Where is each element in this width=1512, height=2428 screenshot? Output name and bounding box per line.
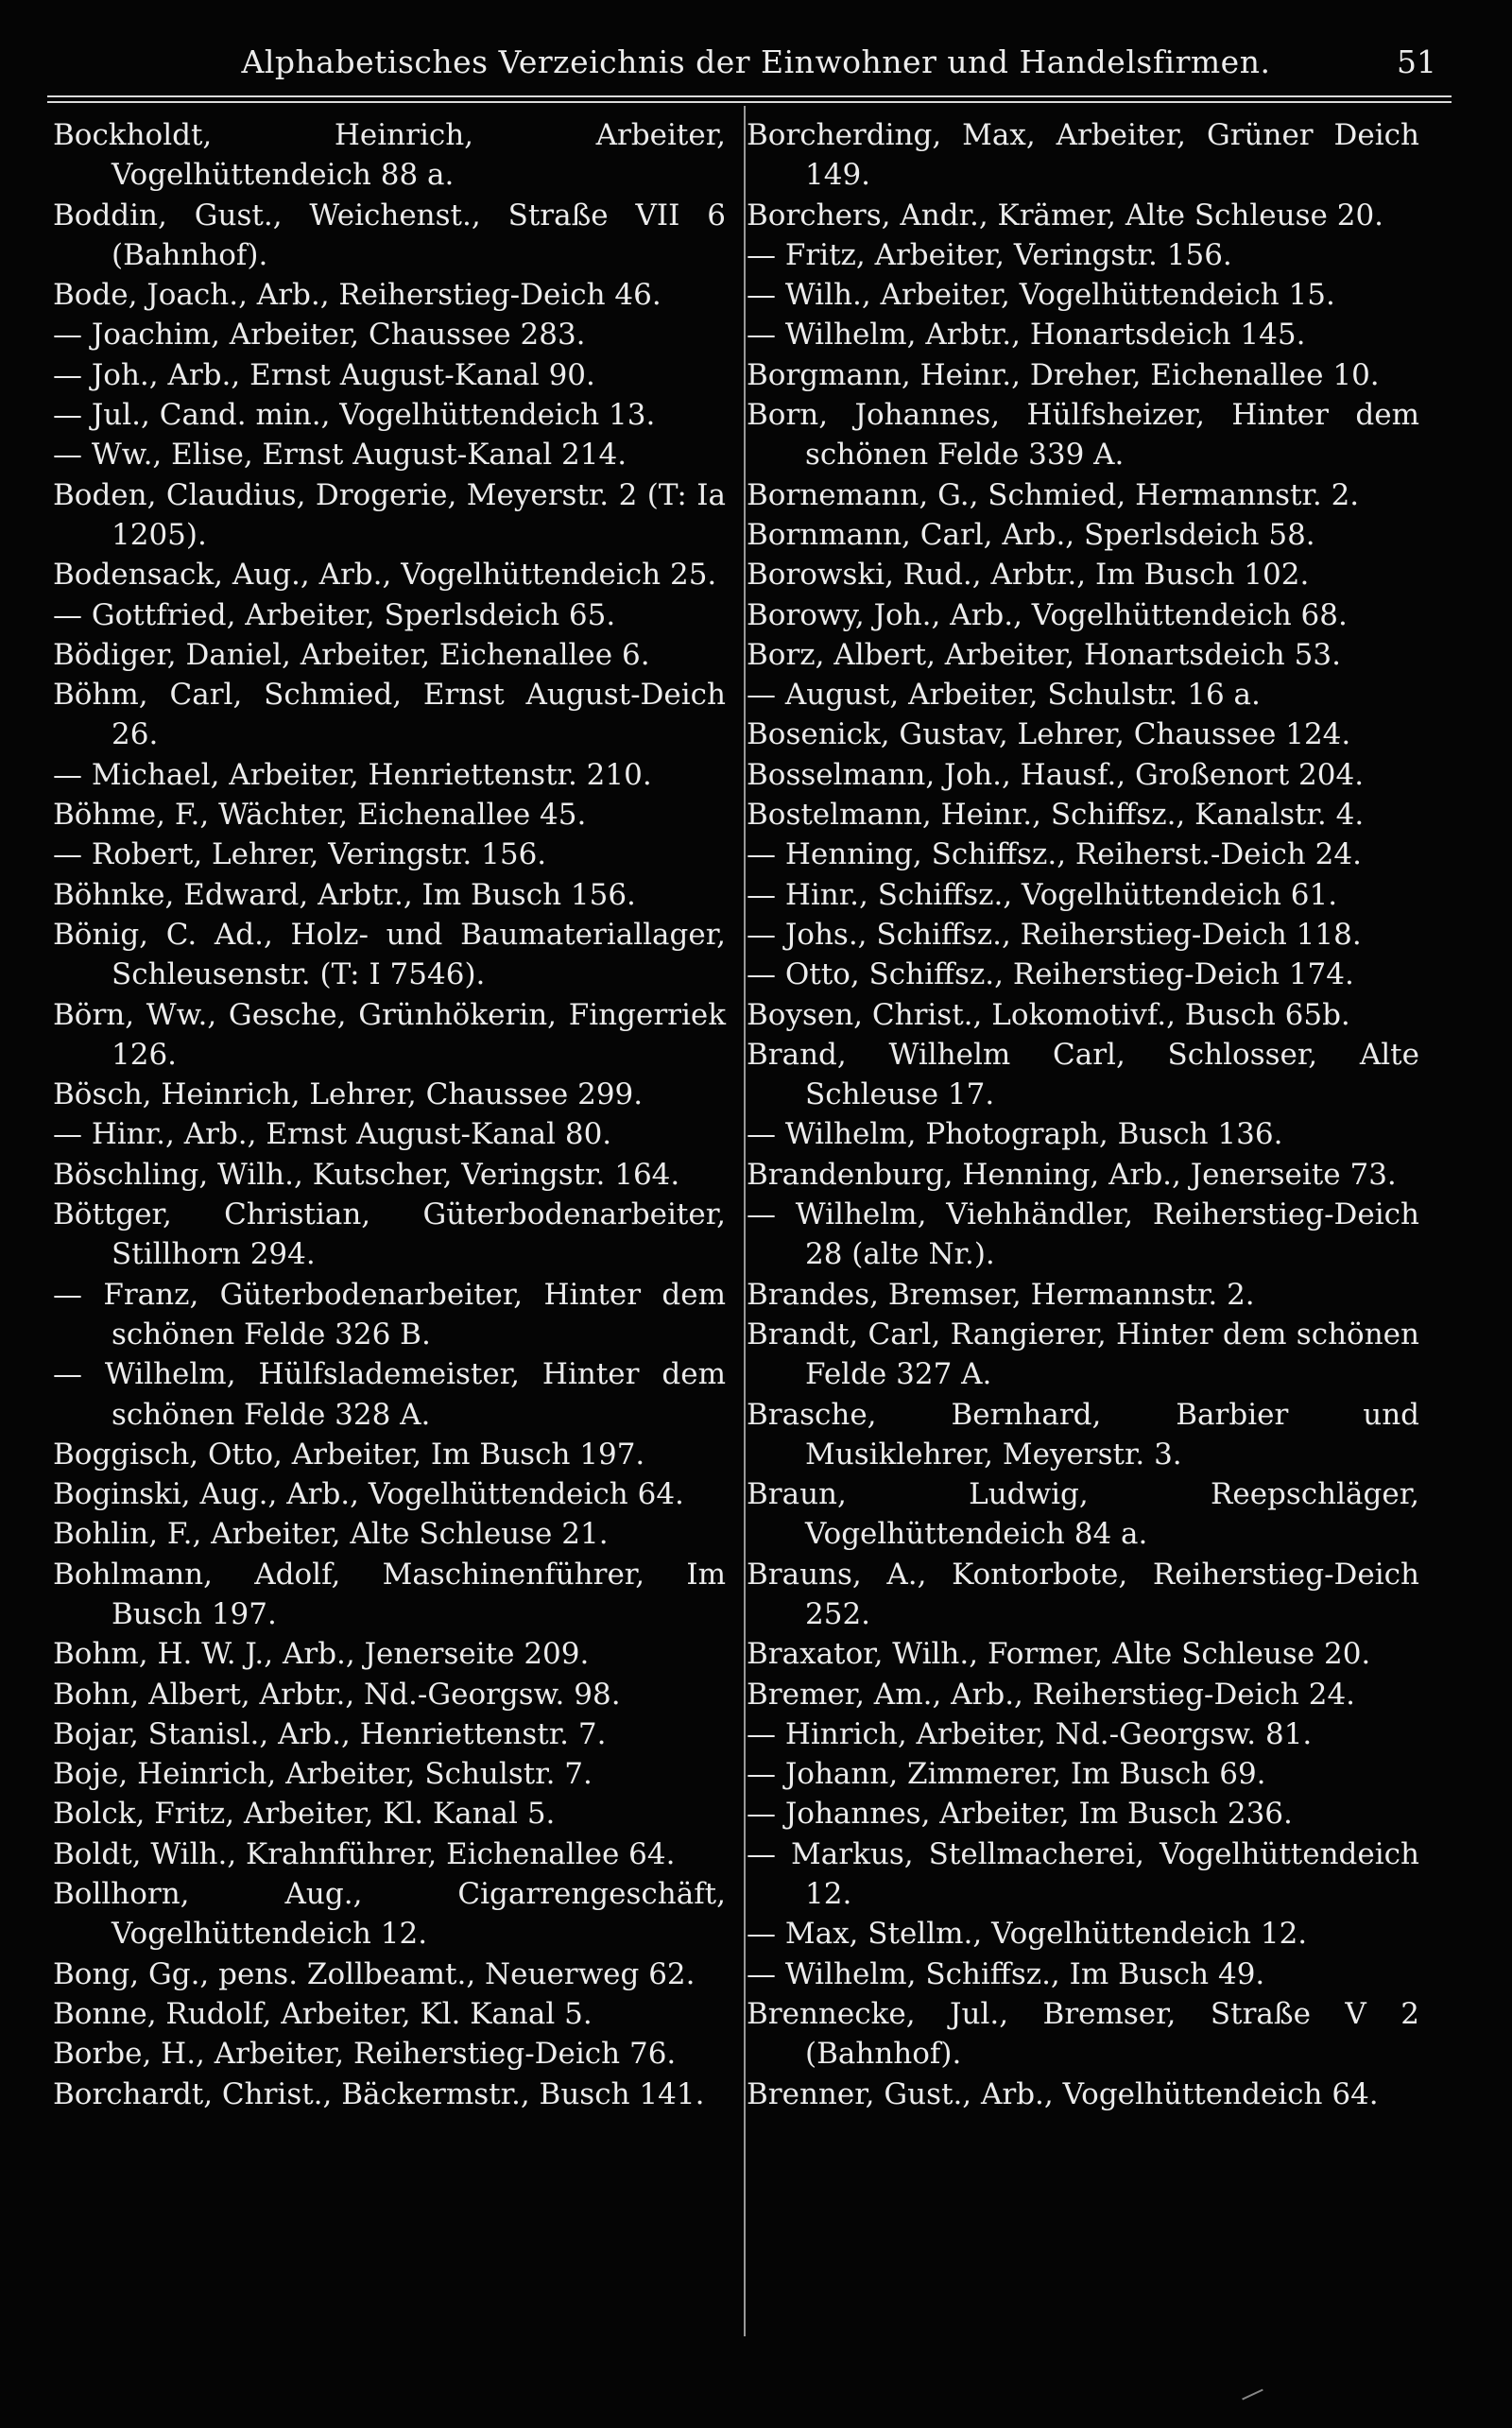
- directory-entry: Bornemann, G., Schmied, Hermannstr. 2.: [747, 477, 1360, 512]
- directory-entry: — Hinrich, Arbeiter, Nd.-Georgsw. 81.: [747, 1716, 1313, 1751]
- directory-entry: — Joh., Arb., Ernst August-Kanal 90.: [53, 357, 595, 392]
- directory-entry: Bohlmann, Adolf, Maschinenführer, Im Busch 197.: [53, 1557, 726, 1631]
- directory-entry: Bohlin, F., Arbeiter, Alte Schleuse 21.: [53, 1517, 609, 1552]
- directory-entry: Borowy, Joh., Arb., Vogelhüttendeich 68.: [747, 597, 1348, 632]
- directory-entry: — Hinr., Arb., Ernst August-Kanal 80.: [53, 1117, 612, 1152]
- directory-entry: Bornmann, Carl, Arb., Sperlsdeich 58.: [747, 517, 1315, 552]
- directory-entry: — Wilhelm, Hülfslademeister, Hinter dem schönen Felde 328 A.: [53, 1357, 726, 1432]
- directory-entry: Bödiger, Daniel, Arbeiter, Eichenallee 6.: [53, 637, 650, 672]
- directory-entry: Borcherding, Max, Arbeiter, Grüner Deich 149.: [747, 118, 1419, 193]
- directory-entry: Bosselmann, Joh., Hausf., Großenort 204.: [747, 757, 1365, 792]
- directory-entry: Born, Johannes, Hülfsheizer, Hinter dem schönen Felde 339 A.: [747, 398, 1419, 473]
- directory-entry: Bode, Joach., Arb., Reiherstieg-Deich 46.: [53, 278, 662, 313]
- directory-entry: — Otto, Schiffsz., Reiherstieg-Deich 174.: [747, 957, 1354, 992]
- directory-entry: Boden, Claudius, Drogerie, Meyerstr. 2 (T: Ia 1205).: [53, 477, 726, 552]
- directory-entry: Böttger, Christian, Güterbodenarbeiter, Stillhorn 294.: [53, 1197, 726, 1272]
- directory-entry: — Joachim, Arbeiter, Chaussee 283.: [53, 318, 586, 353]
- directory-entry: — Franz, Güterbodenarbeiter, Hinter dem schönen Felde 326 B.: [53, 1277, 726, 1352]
- column-divider: [744, 106, 746, 2336]
- directory-entry: — Robert, Lehrer, Veringstr. 156.: [53, 837, 547, 872]
- directory-entry: — August, Arbeiter, Schulstr. 16 a.: [747, 678, 1261, 713]
- directory-entry: Boje, Heinrich, Arbeiter, Schulstr. 7.: [53, 1757, 593, 1792]
- right-column: [747, 115, 1419, 2114]
- directory-entry: Brennecke, Jul., Bremser, Straße V 2 (Bahnhof).: [747, 1996, 1419, 2072]
- header-rule-bottom: [47, 101, 1452, 103]
- directory-entry: Brandenburg, Henning, Arb., Jenerseite 73.: [747, 1157, 1397, 1192]
- directory-entry: Brand, Wilhelm Carl, Schlosser, Alte Schleuse 17.: [747, 1037, 1419, 1112]
- directory-entry: Borchers, Andr., Krämer, Alte Schleuse 20.: [747, 198, 1384, 232]
- directory-entry: Brandt, Carl, Rangierer, Hinter dem schönen Felde 327 A.: [747, 1317, 1419, 1392]
- directory-entry: Borowski, Rud., Arbtr., Im Busch 102.: [747, 558, 1310, 593]
- directory-entry: — Markus, Stellmacherei, Vogelhüttendeich 12.: [747, 1836, 1419, 1912]
- directory-entry: Borgmann, Heinr., Dreher, Eichenallee 10.: [747, 357, 1380, 392]
- directory-entry: Bonne, Rudolf, Arbeiter, Kl. Kanal 5.: [53, 1996, 593, 2031]
- directory-entry: — Jul., Cand. min., Vogelhüttendeich 13.: [53, 398, 656, 433]
- directory-entry: Bohm, H. W. J., Arb., Jenerseite 209.: [53, 1637, 590, 1672]
- directory-entry: Brandes, Bremser, Hermannstr. 2.: [747, 1277, 1255, 1312]
- directory-entry: — Wilhelm, Arbtr., Honartsdeich 145.: [747, 318, 1306, 353]
- directory-entry: — Wilhelm, Schiffsz., Im Busch 49.: [747, 1956, 1265, 1991]
- directory-entry: Boddin, Gust., Weichenst., Straße VII 6 (Bahnhof).: [53, 198, 726, 272]
- directory-entry: Brauns, A., Kontorbote, Reiherstieg-Deich 252.: [747, 1557, 1419, 1631]
- directory-entry: Boggisch, Otto, Arbeiter, Im Busch 197.: [53, 1437, 645, 1472]
- directory-entry: Bönig, C. Ad., Holz- und Baumateriallager, Schleusenstr. (T: I 7546).: [53, 917, 726, 992]
- header-rule-top: [47, 95, 1452, 97]
- directory-entry: Borchardt, Christ., Bäckermstr., Busch 141.: [53, 2076, 705, 2111]
- directory-entry: — Wilhelm, Photograph, Busch 136.: [747, 1117, 1283, 1152]
- directory-entry: Bojar, Stanisl., Arb., Henriettenstr. 7.: [53, 1716, 607, 1751]
- directory-entry: Boysen, Christ., Lokomotivf., Busch 65b.: [747, 997, 1350, 1032]
- directory-entry: Braxator, Wilh., Former, Alte Schleuse 20.: [747, 1637, 1371, 1672]
- directory-entry: Braun, Ludwig, Reepschläger, Vogelhüttendeich 84 a.: [747, 1477, 1419, 1552]
- directory-entry: Bohn, Albert, Arbtr., Nd.-Georgsw. 98.: [53, 1677, 621, 1712]
- left-column: [53, 115, 726, 2114]
- directory-entry: — Johann, Zimmerer, Im Busch 69.: [747, 1757, 1266, 1792]
- directory-entry: Bostelmann, Heinr., Schiffsz., Kanalstr. 4.: [747, 798, 1365, 833]
- directory-entry: Bosenick, Gustav, Lehrer, Chaussee 124.: [747, 717, 1351, 752]
- directory-entry: Bong, Gg., pens. Zollbeamt., Neuerweg 62.: [53, 1956, 696, 1991]
- directory-entry: Börn, Ww., Gesche, Grünhökerin, Fingerriek 126.: [53, 997, 726, 1072]
- directory-entry: — Wilh., Arbeiter, Vogelhüttendeich 15.: [747, 278, 1335, 313]
- directory-entry: Bolck, Fritz, Arbeiter, Kl. Kanal 5.: [53, 1797, 556, 1832]
- directory-entry: Borz, Albert, Arbeiter, Honartsdeich 53.: [747, 637, 1341, 672]
- directory-entry: — Henning, Schiffsz., Reiherst.-Deich 24.: [747, 837, 1362, 872]
- directory-entry: Bodensack, Aug., Arb., Vogelhüttendeich 25.: [53, 558, 717, 593]
- directory-entry: Borbe, H., Arbeiter, Reiherstieg-Deich 76.: [53, 2037, 677, 2072]
- page-title: Alphabetisches Verzeichnis der Einwohner und Handelsfirmen.: [241, 43, 1271, 80]
- directory-entry: Brasche, Bernhard, Barbier und Musiklehrer, Meyerstr. 3.: [747, 1397, 1419, 1472]
- directory-entry: — Johannes, Arbeiter, Im Busch 236.: [747, 1797, 1293, 1832]
- directory-entry: Boldt, Wilh., Krahnführer, Eichenallee 64.: [53, 1836, 676, 1871]
- directory-entry: — Gottfried, Arbeiter, Sperlsdeich 65.: [53, 597, 616, 632]
- print-mark: [1242, 2389, 1268, 2411]
- directory-entry: Brenner, Gust., Arb., Vogelhüttendeich 64.: [747, 2076, 1379, 2111]
- directory-entry: — Hinr., Schiffsz., Vogelhüttendeich 61.: [747, 877, 1338, 912]
- directory-entry: Böhnke, Edward, Arbtr., Im Busch 156.: [53, 877, 636, 912]
- directory-entry: — Johs., Schiffsz., Reiherstieg-Deich 118.: [747, 917, 1362, 952]
- directory-entry: Böschling, Wilh., Kutscher, Veringstr. 164.: [53, 1157, 680, 1192]
- directory-entry: — Ww., Elise, Ernst August-Kanal 214.: [53, 438, 627, 473]
- directory-entry: Bollhorn, Aug., Cigarrengeschäft, Vogelhüttendeich 12.: [53, 1877, 726, 1952]
- directory-entry: Boginski, Aug., Arb., Vogelhüttendeich 64.: [53, 1477, 684, 1512]
- directory-entry: Böhme, F., Wächter, Eichenallee 45.: [53, 798, 587, 833]
- page-number: 51: [1397, 43, 1436, 80]
- directory-entry: — Michael, Arbeiter, Henriettenstr. 210.: [53, 757, 652, 792]
- directory-entry: — Max, Stellm., Vogelhüttendeich 12.: [747, 1917, 1308, 1952]
- directory-entry: Böhm, Carl, Schmied, Ernst August-Deich 26.: [53, 678, 726, 752]
- directory-entry: — Wilhelm, Viehhändler, Reiherstieg-Deich 28 (alte Nr.).: [747, 1197, 1419, 1272]
- directory-entry: Bösch, Heinrich, Lehrer, Chaussee 299.: [53, 1077, 644, 1112]
- directory-entry: — Fritz, Arbeiter, Veringstr. 156.: [747, 237, 1232, 272]
- page-header: [38, 38, 1474, 95]
- directory-entry: Bockholdt, Heinrich, Arbeiter, Vogelhüttendeich 88 a.: [53, 118, 726, 193]
- directory-entry: Bremer, Am., Arb., Reiherstieg-Deich 24.: [747, 1677, 1356, 1712]
